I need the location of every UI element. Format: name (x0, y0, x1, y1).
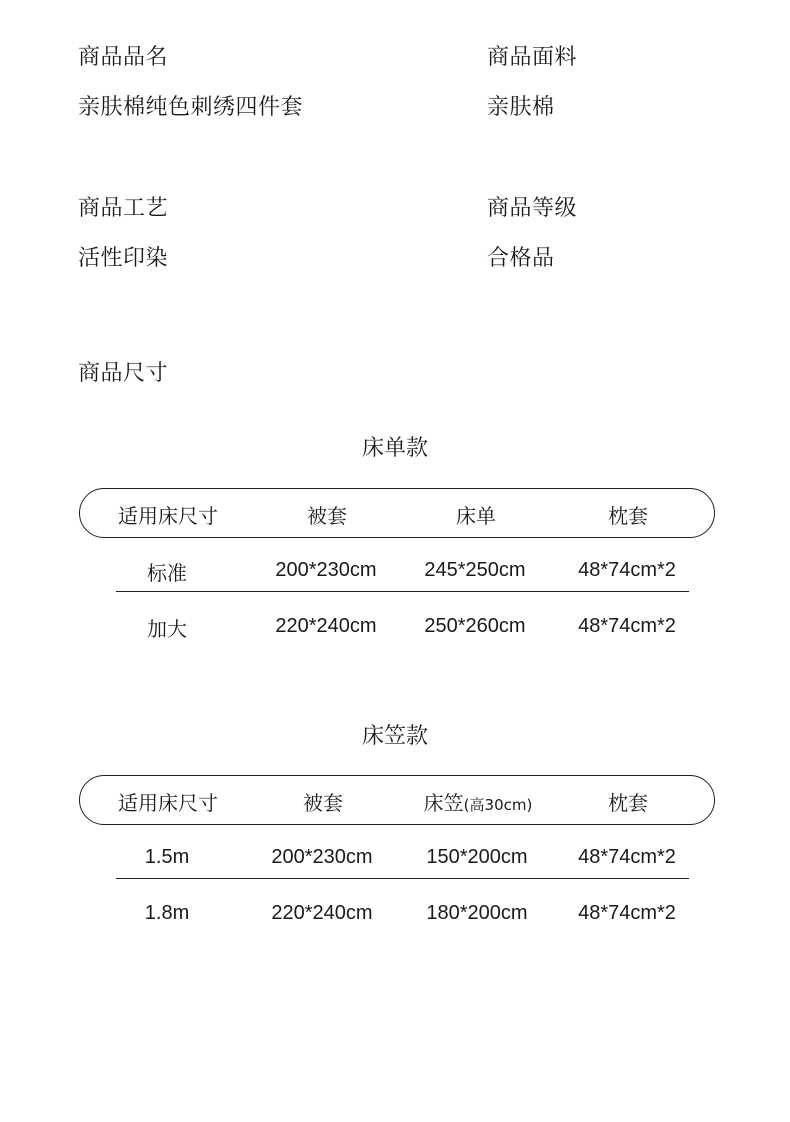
header-duvet-cover: 被套 (307, 504, 347, 528)
product-size-label: 商品尺寸 (78, 361, 169, 386)
row-fitted-size: 150*200cm (426, 846, 528, 868)
product-craft-value: 活性印染 (78, 246, 169, 271)
header-pillowcase: 枕套 (608, 504, 648, 528)
row-duvet-size: 200*230cm (275, 559, 377, 581)
header-fitted-sheet-note: (高30cm) (463, 796, 533, 814)
header-bed-size: 适用床尺寸 (118, 504, 218, 528)
row-divider (116, 591, 689, 592)
row-duvet-size: 220*240cm (271, 902, 373, 924)
header-pillowcase: 枕套 (608, 791, 648, 815)
row-fitted-size: 180*200cm (426, 902, 528, 924)
header-bed-size: 适用床尺寸 (118, 791, 218, 815)
product-name-value: 亲肤棉纯色刺绣四件套 (78, 95, 304, 120)
product-name-label: 商品品名 (78, 45, 169, 70)
sheet-table-header (79, 488, 715, 538)
row-pillow-size: 48*74cm*2 (578, 559, 676, 581)
row-duvet-size: 220*240cm (275, 615, 377, 637)
header-fitted-sheet (424, 787, 533, 816)
header-duvet-cover: 被套 (303, 791, 343, 815)
row-bed-size: 标准 (147, 561, 187, 585)
product-fabric-label: 商品面料 (487, 45, 578, 70)
product-grade-value: 合格品 (487, 246, 555, 271)
row-pillow-size: 48*74cm*2 (578, 902, 676, 924)
fitted-table-header (79, 775, 715, 825)
fitted-table-title: 床笠款 (361, 724, 428, 749)
row-bed-size: 加大 (147, 617, 187, 641)
row-duvet-size: 200*230cm (271, 846, 373, 868)
product-craft-label: 商品工艺 (78, 196, 169, 221)
header-bed-sheet: 床单 (456, 504, 496, 528)
row-pillow-size: 48*74cm*2 (578, 615, 676, 637)
product-fabric-value: 亲肤棉 (487, 95, 555, 120)
row-pillow-size: 48*74cm*2 (578, 846, 676, 868)
product-grade-label: 商品等级 (487, 196, 578, 221)
row-bed-size: 1.5m (144, 846, 190, 868)
sheet-table-title: 床单款 (361, 436, 428, 461)
row-bed-size: 1.8m (144, 902, 190, 924)
row-divider (116, 878, 689, 879)
row-sheet-size: 245*250cm (424, 559, 526, 581)
row-sheet-size: 250*260cm (424, 615, 526, 637)
header-fitted-sheet-label: 床笠 (423, 791, 464, 815)
